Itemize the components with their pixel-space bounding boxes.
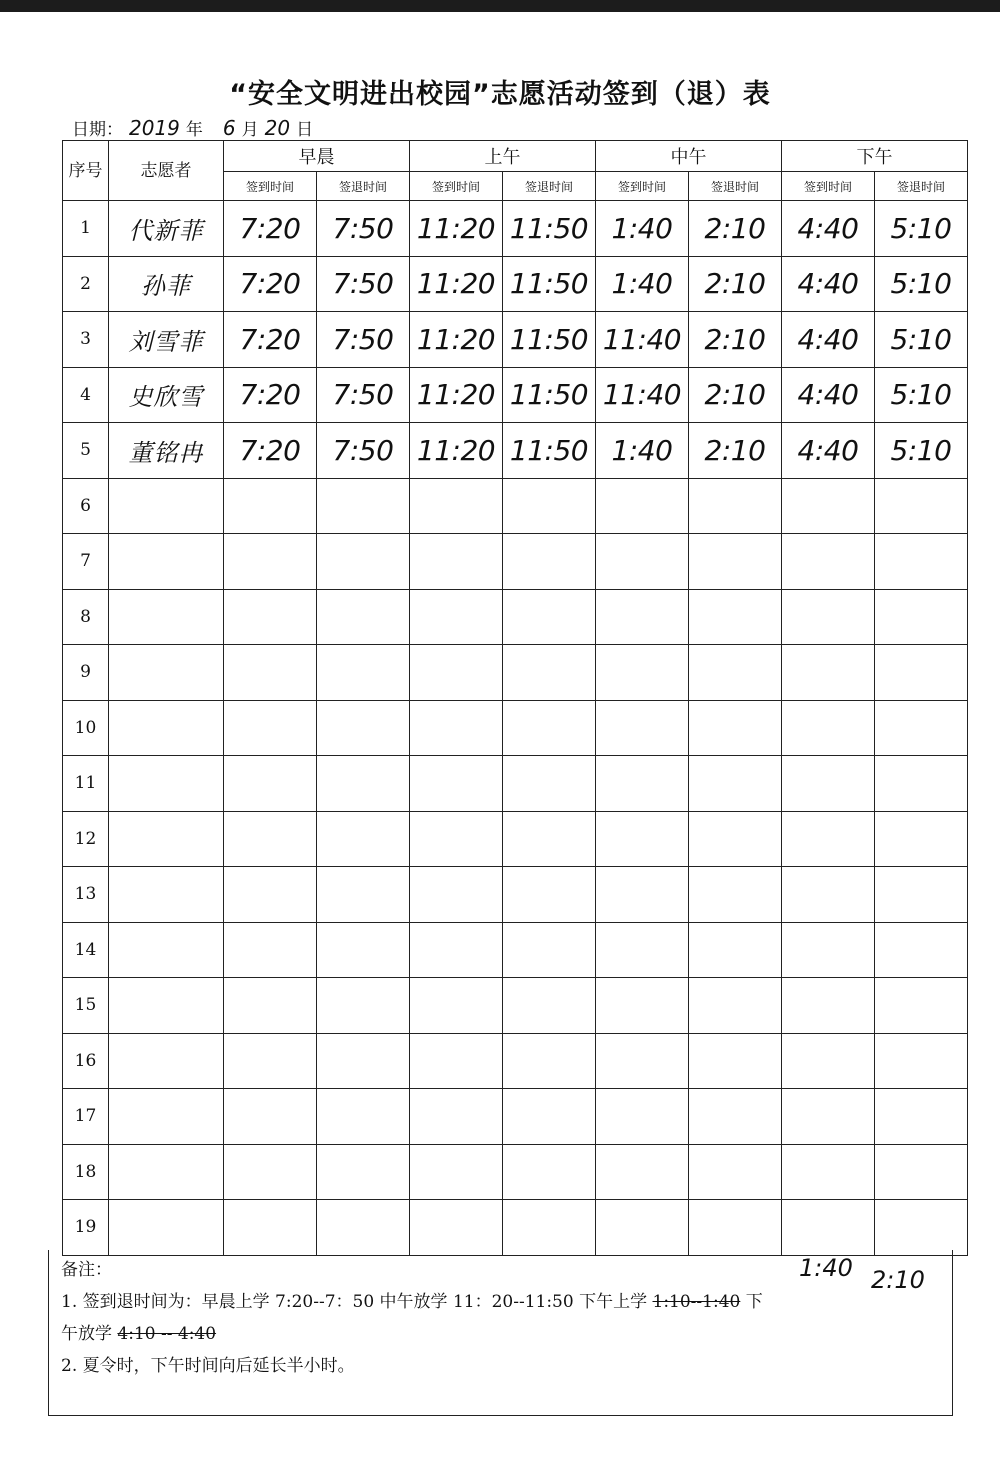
notes-line-1-tail: 下 (745, 1292, 763, 1312)
sign-out-time-cell (317, 589, 410, 645)
sign-out-time-cell (689, 1144, 782, 1200)
sign-out-time-cell: 2:10 (689, 312, 782, 368)
sign-in-time-cell (782, 922, 875, 978)
sign-in-time-cell (410, 700, 503, 756)
header-sign-in-time: 签到时间 (596, 172, 689, 201)
volunteer-name: 董铭冉 (109, 423, 224, 479)
sign-in-time-cell (410, 867, 503, 923)
sign-out-time-cell (689, 811, 782, 867)
table-row (63, 312, 968, 368)
sign-in-time-cell (224, 922, 317, 978)
sign-in-time-cell (224, 1200, 317, 1256)
sign-in-time-cell (782, 811, 875, 867)
sign-out-time-cell (875, 1033, 968, 1089)
sign-in-time-cell: 11:20 (410, 256, 503, 312)
sign-in-time-cell: 1:40 (596, 423, 689, 479)
sign-in-time-cell (782, 700, 875, 756)
volunteer-name (109, 978, 224, 1034)
sign-out-time-cell (503, 811, 596, 867)
sign-in-time-cell (410, 478, 503, 534)
row-number: 5 (63, 423, 109, 479)
sign-in-time-cell (596, 1033, 689, 1089)
volunteer-name (109, 922, 224, 978)
sign-in-time-cell: 11:40 (596, 367, 689, 423)
sign-in-time-cell (596, 1144, 689, 1200)
header-sign-out-time: 签退时间 (689, 172, 782, 201)
sign-in-time-cell (596, 478, 689, 534)
sign-out-time-cell: 11:50 (503, 312, 596, 368)
table-row (63, 811, 968, 867)
sign-in-time-cell (410, 534, 503, 590)
sign-out-time-cell (503, 922, 596, 978)
table-row (63, 867, 968, 923)
row-number: 4 (63, 367, 109, 423)
sign-in-time-cell (782, 534, 875, 590)
sign-out-time-cell (317, 1200, 410, 1256)
sign-in-time-cell (596, 978, 689, 1034)
sign-in-time-cell: 1:40 (596, 201, 689, 257)
sign-out-time-cell (875, 1200, 968, 1256)
header-group-noon: 中午 (596, 141, 782, 172)
date-month: 6 (222, 116, 236, 140)
sign-in-time-cell (782, 478, 875, 534)
sign-in-time-cell (782, 1200, 875, 1256)
sign-in-time-cell: 7:20 (224, 367, 317, 423)
sign-out-time-cell (875, 534, 968, 590)
sign-in-time-cell (782, 867, 875, 923)
sign-in-time-cell (410, 645, 503, 701)
sign-out-time-cell: 11:50 (503, 201, 596, 257)
sign-in-time-cell (410, 1089, 503, 1145)
sign-in-time-cell (410, 811, 503, 867)
header-volunteer: 志愿者 (109, 141, 224, 201)
sign-in-time-cell (596, 534, 689, 590)
scan-top-edge (0, 0, 1000, 12)
sign-in-time-cell (596, 700, 689, 756)
row-number: 8 (63, 589, 109, 645)
row-number: 1 (63, 201, 109, 257)
row-number: 9 (63, 645, 109, 701)
row-number: 11 (63, 756, 109, 812)
notes-section (48, 1250, 953, 1416)
table-row (63, 534, 968, 590)
sign-out-time-cell (503, 1089, 596, 1145)
volunteer-name: 代新菲 (109, 201, 224, 257)
sign-in-time-cell (410, 589, 503, 645)
sign-out-time-cell (503, 645, 596, 701)
sign-in-time-cell (224, 478, 317, 534)
header-group-morning: 上午 (410, 141, 596, 172)
sign-out-time-cell: 5:10 (875, 201, 968, 257)
sign-in-time-cell: 4:40 (782, 256, 875, 312)
sign-in-time-cell (782, 1033, 875, 1089)
sign-in-time-cell (410, 756, 503, 812)
sign-in-time-cell (596, 811, 689, 867)
volunteer-name (109, 534, 224, 590)
sign-out-time-cell (317, 700, 410, 756)
sign-in-time-cell: 4:40 (782, 312, 875, 368)
sign-out-time-cell: 7:50 (317, 423, 410, 479)
sign-in-time-cell (224, 978, 317, 1034)
volunteer-name: 孙菲 (109, 256, 224, 312)
sign-out-time-cell: 2:10 (689, 423, 782, 479)
sign-in-time-cell (596, 1200, 689, 1256)
sign-out-time-cell (317, 756, 410, 812)
sign-in-time-cell (410, 922, 503, 978)
table-row (63, 201, 968, 257)
row-number: 16 (63, 1033, 109, 1089)
sign-in-time-cell (224, 1144, 317, 1200)
table-row (63, 1200, 968, 1256)
sign-out-time-cell (875, 589, 968, 645)
sign-in-time-cell (782, 1144, 875, 1200)
sign-in-time-cell: 7:20 (224, 256, 317, 312)
table-row (63, 589, 968, 645)
sign-out-time-cell (317, 1144, 410, 1200)
table-body (63, 201, 968, 1256)
page-title: “安全文明进出校园”志愿活动签到（退）表 (229, 79, 771, 110)
date-row (72, 114, 313, 140)
sign-in-time-cell (596, 645, 689, 701)
sign-in-time-cell (596, 756, 689, 812)
sign-in-time-cell (782, 756, 875, 812)
sign-out-time-cell (689, 1089, 782, 1145)
sign-out-time-cell (689, 645, 782, 701)
sign-out-time-cell (503, 756, 596, 812)
sign-out-time-cell (875, 922, 968, 978)
sign-out-time-cell (503, 589, 596, 645)
sign-out-time-cell (689, 478, 782, 534)
sign-out-time-cell (875, 867, 968, 923)
sign-in-time-cell (410, 1033, 503, 1089)
row-number: 18 (63, 1144, 109, 1200)
sign-in-time-cell: 7:20 (224, 201, 317, 257)
sign-in-time-cell: 11:40 (596, 312, 689, 368)
header-sign-out-time: 签退时间 (875, 172, 968, 201)
header-index: 序号 (63, 141, 109, 201)
sign-out-time-cell: 5:10 (875, 423, 968, 479)
row-number: 15 (63, 978, 109, 1034)
sign-out-time-cell: 7:50 (317, 201, 410, 257)
sign-in-time-cell (224, 589, 317, 645)
sign-out-time-cell (689, 922, 782, 978)
table-row (63, 756, 968, 812)
sign-in-time-cell (224, 645, 317, 701)
sign-in-time-cell: 4:40 (782, 367, 875, 423)
row-number: 14 (63, 922, 109, 978)
volunteer-name (109, 1144, 224, 1200)
volunteer-name (109, 1089, 224, 1145)
notes-line-2-text: 午放学 (61, 1324, 112, 1344)
sign-out-time-cell (317, 534, 410, 590)
date-day: 20 (264, 116, 291, 140)
notes-line-3: 2. 夏令时，下午时间向后延长半小时。 (61, 1356, 355, 1376)
volunteer-name: 史欣雪 (109, 367, 224, 423)
sign-out-time-cell: 11:50 (503, 256, 596, 312)
date-label: 日期： (72, 120, 123, 140)
sign-out-time-cell: 7:50 (317, 312, 410, 368)
sign-out-time-cell (317, 922, 410, 978)
table-row (63, 478, 968, 534)
sign-in-time-cell (782, 978, 875, 1034)
sign-out-time-cell: 5:10 (875, 256, 968, 312)
row-number: 2 (63, 256, 109, 312)
sign-in-time-cell (782, 1089, 875, 1145)
sign-in-time-cell (224, 811, 317, 867)
sign-out-time-cell: 7:50 (317, 256, 410, 312)
header-group-afternoon: 下午 (782, 141, 968, 172)
sign-out-time-cell (875, 1144, 968, 1200)
sign-in-time-cell (224, 1033, 317, 1089)
sign-out-time-cell (875, 756, 968, 812)
row-number: 19 (63, 1200, 109, 1256)
sign-out-time-cell (689, 978, 782, 1034)
sign-in-time-cell (224, 700, 317, 756)
notes-line-1-text: 1. 签到退时间为：早晨上学 7:20--7：50 中午放学 11：20--11:50 下午上学 (61, 1292, 648, 1312)
volunteer-name (109, 645, 224, 701)
sign-out-time-cell (317, 867, 410, 923)
sign-out-time-cell (689, 1200, 782, 1256)
sign-out-time-cell: 5:10 (875, 312, 968, 368)
row-number: 13 (63, 867, 109, 923)
sign-out-time-cell (689, 1033, 782, 1089)
notes-line-2-struck-time: 4:10 -- 4:40 (117, 1324, 217, 1344)
sign-out-time-cell (317, 478, 410, 534)
sign-in-time-cell: 7:20 (224, 312, 317, 368)
volunteer-name: 刘雪菲 (109, 312, 224, 368)
volunteer-name (109, 700, 224, 756)
sign-in-time-cell (224, 867, 317, 923)
sign-out-time-cell (317, 978, 410, 1034)
sign-in-time-cell (224, 756, 317, 812)
table-row (63, 978, 968, 1034)
table-row (63, 922, 968, 978)
table-row (63, 700, 968, 756)
volunteer-name (109, 1200, 224, 1256)
row-number: 3 (63, 312, 109, 368)
sign-out-time-cell (317, 811, 410, 867)
row-number: 7 (63, 534, 109, 590)
sign-in-time-cell: 11:20 (410, 367, 503, 423)
table-row (63, 1033, 968, 1089)
sign-out-time-cell: 11:50 (503, 367, 596, 423)
sign-out-time-cell: 2:10 (689, 367, 782, 423)
sign-in-time-cell (782, 589, 875, 645)
table-row (63, 1089, 968, 1145)
sign-out-time-cell (317, 1089, 410, 1145)
signin-table (62, 140, 968, 1256)
sign-out-time-cell (503, 534, 596, 590)
table-row (63, 367, 968, 423)
sign-out-time-cell (689, 756, 782, 812)
date-day-unit: 日 (296, 120, 314, 140)
sign-out-time-cell (875, 700, 968, 756)
volunteer-name (109, 1033, 224, 1089)
sign-out-time-cell (689, 867, 782, 923)
sign-out-time-cell (875, 478, 968, 534)
sign-in-time-cell: 11:20 (410, 201, 503, 257)
sign-out-time-cell (689, 589, 782, 645)
sign-in-time-cell (224, 1089, 317, 1145)
handwritten-correction-2: 2:10 (871, 1266, 925, 1294)
header-sign-out-time: 签退时间 (503, 172, 596, 201)
volunteer-name (109, 867, 224, 923)
sign-out-time-cell (503, 478, 596, 534)
sign-out-time-cell: 2:10 (689, 256, 782, 312)
header-group-early-morning: 早晨 (224, 141, 410, 172)
sign-out-time-cell (503, 1144, 596, 1200)
notes-line-2 (61, 1318, 940, 1350)
notes-heading: 备注： (61, 1260, 112, 1280)
header-sign-in-time: 签到时间 (224, 172, 317, 201)
sign-in-time-cell (596, 867, 689, 923)
date-month-unit: 月 (241, 120, 259, 140)
sign-in-time-cell: 1:40 (596, 256, 689, 312)
table-row (63, 1144, 968, 1200)
sign-in-time-cell (410, 978, 503, 1034)
sign-in-time-cell (596, 589, 689, 645)
sign-in-time-cell: 11:20 (410, 423, 503, 479)
row-number: 17 (63, 1089, 109, 1145)
volunteer-name (109, 478, 224, 534)
header-sign-in-time: 签到时间 (782, 172, 875, 201)
row-number: 10 (63, 700, 109, 756)
sign-out-time-cell (875, 1089, 968, 1145)
header-sign-in-time: 签到时间 (410, 172, 503, 201)
sign-in-time-cell: 7:20 (224, 423, 317, 479)
sign-out-time-cell (503, 1200, 596, 1256)
handwritten-correction-1: 1:40 (799, 1254, 853, 1282)
sign-out-time-cell (503, 867, 596, 923)
header-sign-out-time: 签退时间 (317, 172, 410, 201)
sign-in-time-cell (410, 1200, 503, 1256)
notes-line-1 (61, 1286, 940, 1318)
table-row (63, 423, 968, 479)
row-number: 12 (63, 811, 109, 867)
sign-in-time-cell: 11:20 (410, 312, 503, 368)
notes-line-1-struck-time: 1:10--1:40 (652, 1292, 741, 1312)
sign-out-time-cell (875, 978, 968, 1034)
sign-in-time-cell (596, 922, 689, 978)
sign-out-time-cell (689, 700, 782, 756)
sign-out-time-cell: 2:10 (689, 201, 782, 257)
sign-in-time-cell (410, 1144, 503, 1200)
sign-out-time-cell (875, 645, 968, 701)
sign-in-time-cell: 4:40 (782, 423, 875, 479)
volunteer-name (109, 589, 224, 645)
volunteer-name (109, 811, 224, 867)
sign-out-time-cell: 5:10 (875, 367, 968, 423)
sign-out-time-cell (503, 978, 596, 1034)
date-year: 2019 (129, 116, 180, 140)
sign-out-time-cell (317, 645, 410, 701)
sign-in-time-cell: 4:40 (782, 201, 875, 257)
volunteer-name (109, 756, 224, 812)
sign-out-time-cell (875, 811, 968, 867)
sign-out-time-cell: 11:50 (503, 423, 596, 479)
sign-out-time-cell (689, 534, 782, 590)
table-row (63, 645, 968, 701)
row-number: 6 (63, 478, 109, 534)
sign-out-time-cell (317, 1033, 410, 1089)
sign-in-time-cell (782, 645, 875, 701)
sign-in-time-cell (224, 534, 317, 590)
table-row (63, 256, 968, 312)
sign-out-time-cell (503, 700, 596, 756)
sign-out-time-cell (503, 1033, 596, 1089)
sign-out-time-cell: 7:50 (317, 367, 410, 423)
date-year-unit: 年 (185, 120, 203, 140)
sign-in-time-cell (596, 1089, 689, 1145)
